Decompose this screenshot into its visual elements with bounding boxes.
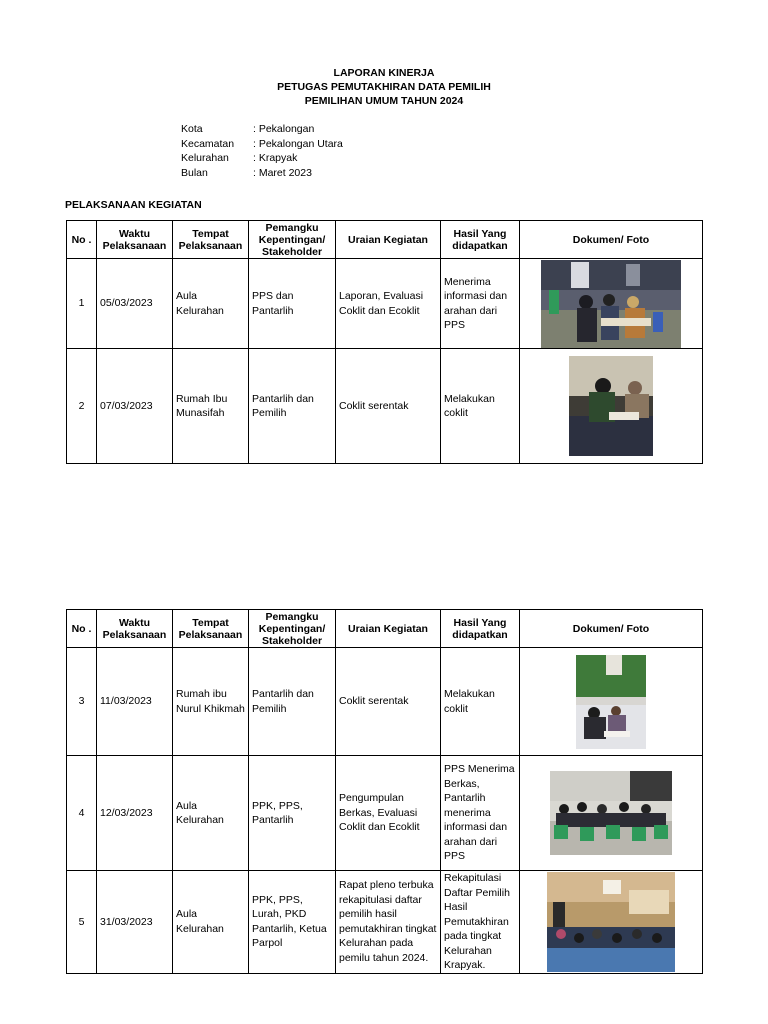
- report-subtitle: PETUGAS PEMUTAKHIRAN DATA PEMILIH: [277, 81, 491, 93]
- report-election: PEMILIHAN UMUM TAHUN 2024: [304, 95, 464, 107]
- cell-place: Aula Kelurahan: [173, 871, 249, 974]
- meta-label: Kelurahan: [181, 152, 229, 164]
- cell-place: Rumah ibu Nurul Khikmah: [173, 648, 249, 756]
- col-header-result: Hasil Yang didapatkan: [441, 221, 520, 259]
- meta-row-kota: [181, 122, 343, 137]
- cell-place: Rumah Ibu Munasifah: [173, 349, 249, 464]
- meta-value: : Maret 2023: [253, 166, 312, 179]
- report-meta: [181, 122, 343, 180]
- meta-value: : Krapyak: [253, 152, 298, 164]
- cell-result: Rekapitulasi Daftar Pemilih Hasil Pemutakhiran pada tingkat Kelurahan Krapyak.: [441, 871, 520, 974]
- activity-table-2: [66, 609, 703, 974]
- col-header-date: Waktu Pelaksanaan: [97, 610, 173, 648]
- col-header-activity: Uraian Kegiatan: [336, 610, 441, 648]
- cell-date: 12/03/2023: [97, 756, 173, 871]
- table-row: [67, 871, 703, 974]
- cell-no: 3: [67, 648, 97, 756]
- section-title: PELAKSANAAN KEGIATAN: [65, 199, 202, 211]
- cell-no: 2: [67, 349, 97, 464]
- col-header-activity: Uraian Kegiatan: [336, 221, 441, 259]
- cell-activity: Rapat pleno terbuka rekapitulasi daftar pemilih hasil pemutakhiran tingkat Kelurahan pada pemilu tahun 2024.: [336, 871, 441, 974]
- table-row: [67, 349, 703, 464]
- meta-value: : Pekalongan Utara: [253, 137, 343, 150]
- activity-photo: [541, 260, 681, 348]
- cell-place: Aula Kelurahan: [173, 756, 249, 871]
- meta-row-kelurahan: [181, 151, 343, 166]
- cell-date: 05/03/2023: [97, 259, 173, 349]
- cell-stakeholder: Pantarlih dan Pemilih: [249, 648, 336, 756]
- cell-result: PPS Menerima Berkas, Pantarlih menerima informasi dan arahan dari PPS: [441, 756, 520, 871]
- col-header-stakeholder: Pemangku Kepentingan/ Stakeholder: [249, 610, 336, 648]
- cell-no: 5: [67, 871, 97, 974]
- table-header-row: [67, 610, 703, 648]
- cell-date: 11/03/2023: [97, 648, 173, 756]
- activity-table-1: [66, 220, 703, 464]
- table-row: [67, 259, 703, 349]
- cell-activity: Laporan, Evaluasi Coklit dan Ecoklit: [336, 259, 441, 349]
- cell-photo: [520, 259, 703, 349]
- col-header-result: Hasil Yang didapatkan: [441, 610, 520, 648]
- meta-label: Kota: [181, 123, 203, 135]
- cell-photo: [520, 871, 703, 974]
- cell-date: 31/03/2023: [97, 871, 173, 974]
- table-row: [67, 648, 703, 756]
- activity-photo: [550, 771, 672, 855]
- meta-row-bulan: [181, 166, 343, 181]
- activity-photo: [569, 356, 653, 456]
- cell-result: Menerima informasi dan arahan dari PPS: [441, 259, 520, 349]
- cell-result: Melakukan coklit: [441, 349, 520, 464]
- cell-photo: [520, 648, 703, 756]
- table-header-row: [67, 221, 703, 259]
- cell-place: Aula Kelurahan: [173, 259, 249, 349]
- table-row: [67, 756, 703, 871]
- activity-photo: [547, 872, 675, 972]
- cell-stakeholder: PPK, PPS, Lurah, PKD Pantarlih, Ketua Parpol: [249, 871, 336, 974]
- col-header-stakeholder: Pemangku Kepentingan/ Stakeholder: [249, 221, 336, 259]
- col-header-no: No .: [67, 610, 97, 648]
- col-header-photo: Dokumen/ Foto: [520, 610, 703, 648]
- cell-stakeholder: PPK, PPS, Pantarlih: [249, 756, 336, 871]
- report-title: LAPORAN KINERJA: [333, 67, 435, 79]
- cell-stakeholder: PPS dan Pantarlih: [249, 259, 336, 349]
- cell-date: 07/03/2023: [97, 349, 173, 464]
- activity-photo: [576, 655, 646, 749]
- meta-value: : Pekalongan: [253, 123, 315, 135]
- meta-label: Bulan: [181, 166, 208, 179]
- col-header-place: Tempat Pelaksanaan: [173, 610, 249, 648]
- cell-photo: [520, 349, 703, 464]
- cell-no: 4: [67, 756, 97, 871]
- cell-activity: Coklit serentak: [336, 648, 441, 756]
- col-header-no: No .: [67, 221, 97, 259]
- cell-photo: [520, 756, 703, 871]
- meta-label: Kecamatan: [181, 137, 235, 150]
- col-header-date: Waktu Pelaksanaan: [97, 221, 173, 259]
- cell-result: Melakukan coklit: [441, 648, 520, 756]
- cell-activity: Coklit serentak: [336, 349, 441, 464]
- meta-row-kecamatan: [181, 137, 343, 152]
- col-header-photo: Dokumen/ Foto: [520, 221, 703, 259]
- cell-stakeholder: Pantarlih dan Pemilih: [249, 349, 336, 464]
- cell-no: 1: [67, 259, 97, 349]
- cell-activity: Pengumpulan Berkas, Evaluasi Coklit dan Ecoklit: [336, 756, 441, 871]
- col-header-place: Tempat Pelaksanaan: [173, 221, 249, 259]
